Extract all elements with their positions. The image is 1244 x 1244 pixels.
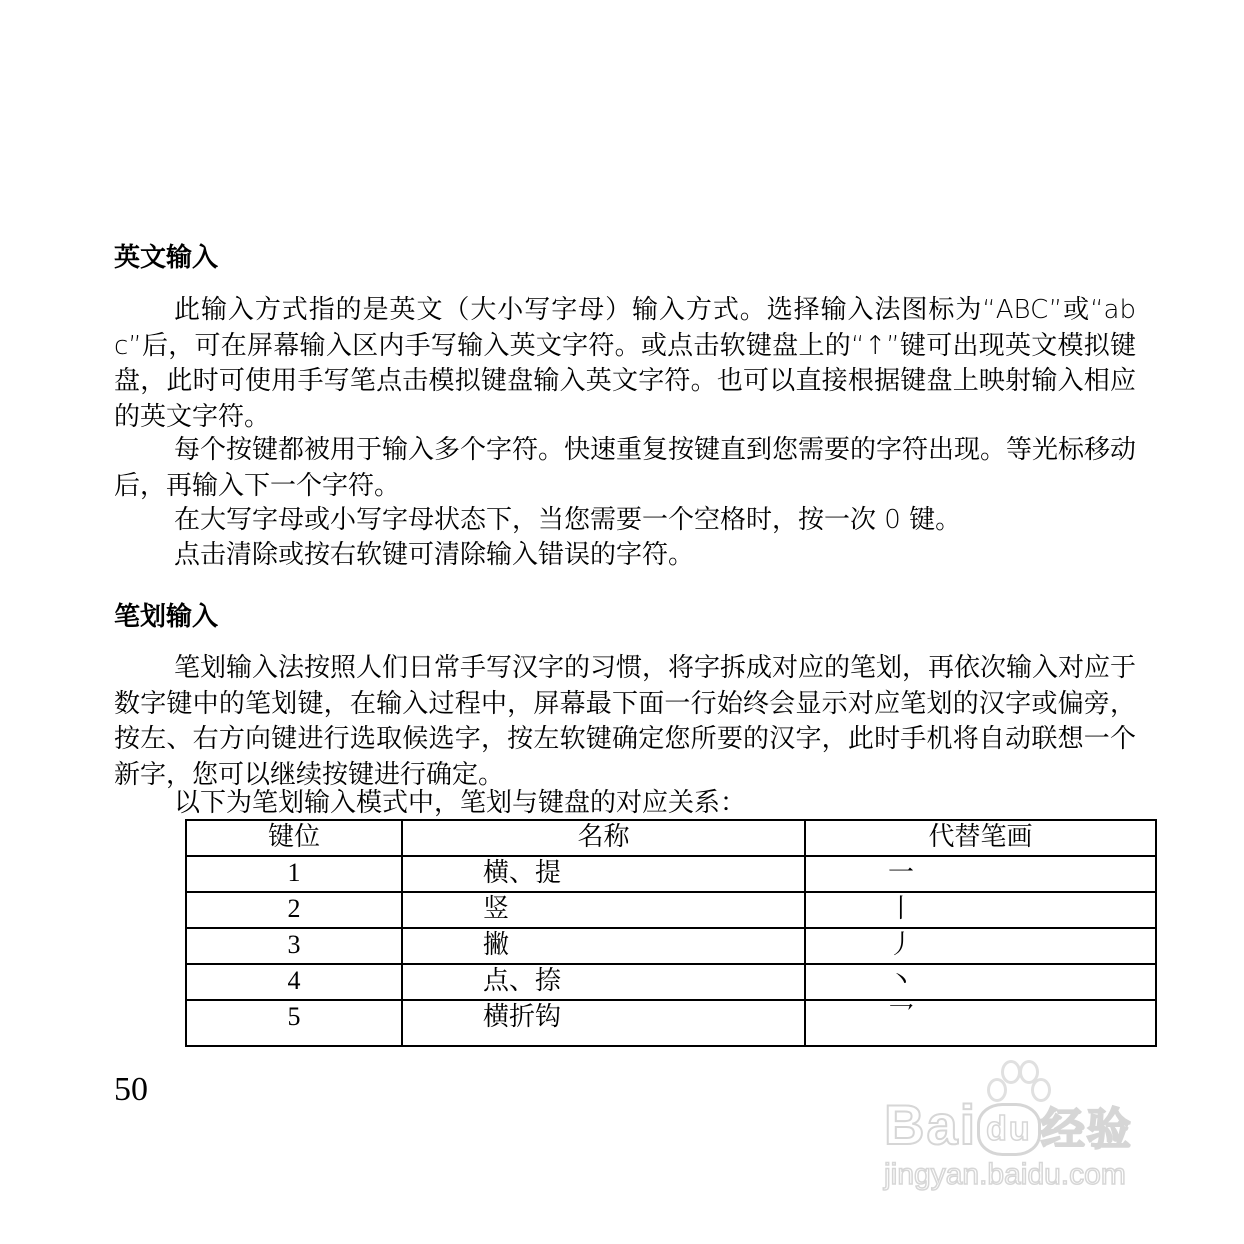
column-header-key: 键位 [186,820,402,856]
cell-stroke: 丿 [805,928,1156,964]
cell-stroke: 一 [805,856,1156,892]
cell-name: 点、捺 [402,964,805,1000]
table-row [186,964,1156,1000]
page-number: 50 [114,1071,148,1108]
stroke-key-table [185,819,1157,1047]
cell-name: 竖 [402,892,805,928]
table-row [186,928,1156,964]
cell-stroke: 丨 [805,892,1156,928]
table-row [186,892,1156,928]
table-header-row [186,820,1156,856]
cell-stroke: 丶 [805,964,1156,1000]
cell-key: 4 [186,964,402,1000]
baidu-jingyan-watermark [880,1058,1170,1198]
paragraph-multi-character-keys: 每个按键都被用于输入多个字符。快速重复按键直到您需要的字符出现。等光标移动后，再输入下一个字符。 [114,435,1137,501]
paragraph-english-intro: 此输入方式指的是英文（大小写字母）输入方式。选择输入法图标为“ABC”或“abc”后，可在屏幕输入区内手写输入英文字符。或点击软键盘上的“↑”键可出现英文模拟键盘，此时可使用手写笔点击模拟键盘输入英文字符。也可以直接根据键盘上映射输入相应的英文字符。 [114,295,1136,432]
section-title-english-input: 英文输入 [114,243,219,273]
column-header-name: 名称 [402,820,805,856]
watermark-brand-left: Bai [884,1093,978,1156]
watermark-brand-right: 经验 [1040,1105,1133,1154]
column-header-stroke: 代替笔画 [805,820,1156,856]
cell-key: 1 [186,856,402,892]
watermark-brand [884,1092,1133,1157]
paragraph-stroke-intro: 笔划输入法按照人们日常手写汉字的习惯，将字拆成对应的笔划，再依次输入对应于数字键中的笔划键，在输入过程中，屏幕最下面一行始终会显示对应笔划的汉字或偏旁，按左、右方向键进行选取候选字，按左软键确定您所要的汉字，此时手机将自动联想一个新字，您可以继续按键进行确定。 [114,653,1137,790]
cell-name: 横折钩 [402,1000,805,1046]
paragraph-space-key: 在大写字母或小写字母状态下，当您需要一个空格时，按一次 0 键。 [174,505,962,535]
section-title-stroke-input: 笔划输入 [114,602,219,632]
cell-key: 2 [186,892,402,928]
cell-stroke: 乛 [805,1000,1156,1046]
watermark-url: jingyan.baidu.com [884,1158,1126,1191]
cell-name: 横、提 [402,856,805,892]
cell-key: 3 [186,928,402,964]
paragraph-clear-key: 点击清除或按右软键可清除输入错误的字符。 [174,540,695,570]
watermark-brand-du: du [977,1103,1041,1156]
table-row [186,856,1156,892]
paragraph-table-caption: 以下为笔划输入模式中，笔划与键盘的对应关系： [174,788,747,818]
table-row [186,1000,1156,1046]
cell-key: 5 [186,1000,402,1046]
cell-name: 撇 [402,928,805,964]
